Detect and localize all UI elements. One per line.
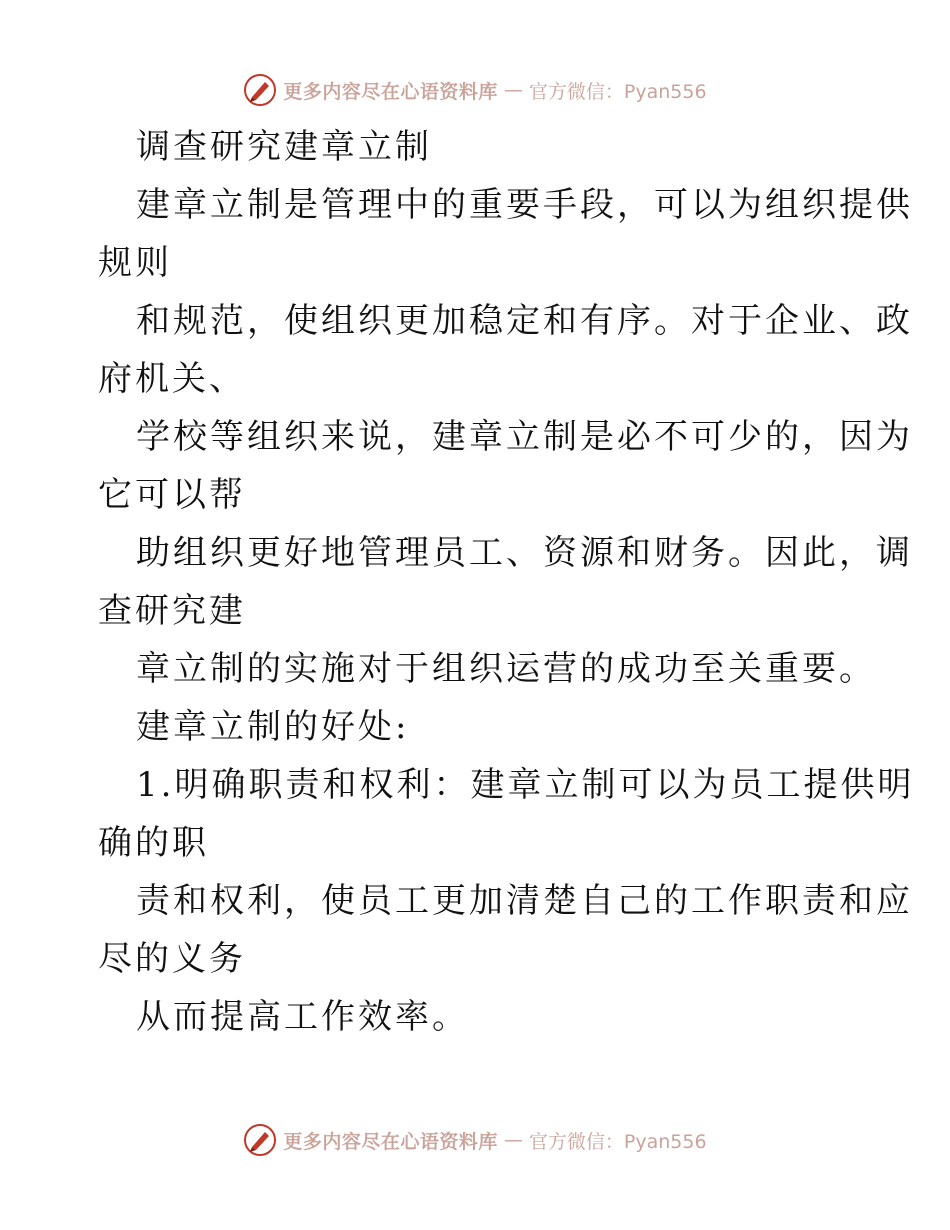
paragraph-line: 尽的义务 [98, 939, 246, 979]
section-heading: 建章立制的好处: [136, 707, 410, 747]
paragraph-line: 确的职 [98, 823, 209, 863]
paragraph-line: 从而提高工作效率。 [136, 997, 469, 1037]
paragraph-line: 责和权利，使员工更加清楚自己的工作职责和应 [136, 881, 913, 921]
paragraph-line: 建章立制是管理中的重要手段，可以为组织提供 [136, 185, 913, 225]
document-body [98, 118, 915, 1046]
watermark-wechat-text: 官方微信：Pyan556 [528, 80, 707, 103]
paragraph-line: 查研究建 [98, 591, 246, 631]
watermark-dash: — [503, 1129, 523, 1151]
header-watermark [0, 70, 950, 110]
paragraph-line: 和规范，使组织更加稳定和有序。对于企业、政 [136, 301, 913, 341]
paragraph-line: 规则 [98, 243, 172, 283]
watermark-main-text: 更多内容尽在心语资料库 [283, 80, 498, 103]
watermark-wechat-text: 官方微信：Pyan556 [528, 1130, 707, 1153]
paragraph-line: 章立制的实施对于组织运营的成功至关重要。 [136, 649, 876, 689]
paragraph-line: 助组织更好地管理员工、资源和财务。因此，调 [136, 533, 913, 573]
paragraph-line: 府机关、 [98, 359, 246, 399]
watermark-main-text: 更多内容尽在心语资料库 [283, 1130, 498, 1153]
pen-logo-icon [243, 1123, 277, 1157]
list-item: 1.明确职责和权利：建章立制可以为员工提供明 [136, 765, 915, 805]
paragraph-line: 学校等组织来说，建章立制是必不可少的，因为 [136, 417, 913, 457]
document-title: 调查研究建章立制 [136, 127, 432, 167]
pen-logo-icon [243, 73, 277, 107]
paragraph-line: 它可以帮 [98, 475, 246, 515]
watermark-dash: — [503, 79, 523, 101]
footer-watermark [0, 1120, 950, 1160]
